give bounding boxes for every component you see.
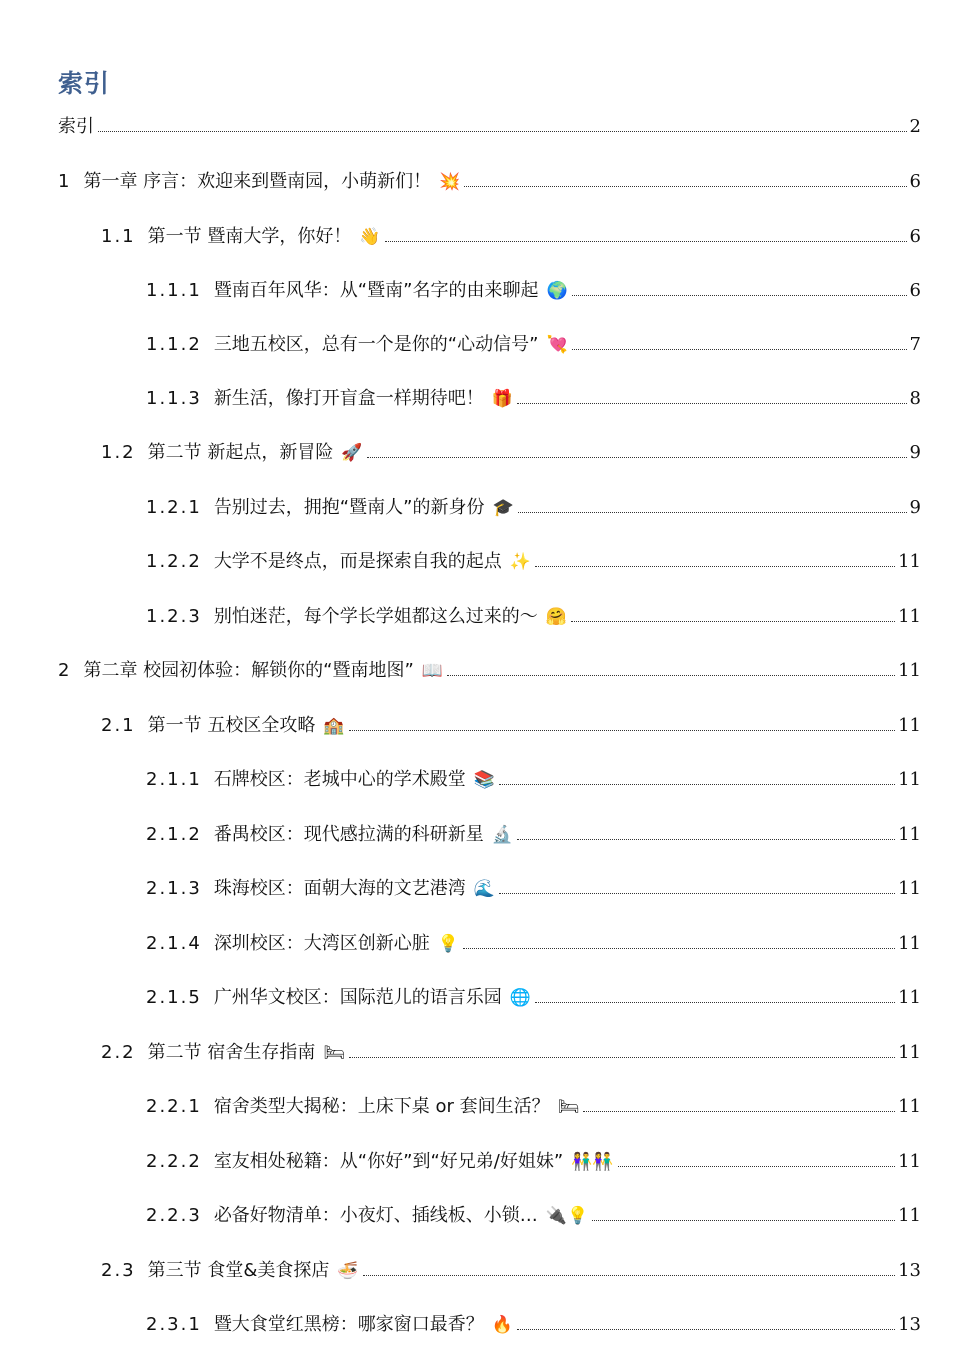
emoji-icon: 🔬 — [491, 825, 513, 845]
toc-entry-number: 2.2 — [101, 1042, 136, 1063]
toc-entry-page-number: 11 — [898, 987, 921, 1008]
toc-entry-title: 广州华文校区：国际范儿的语言乐园 — [213, 987, 502, 1008]
toc-entry[interactable] — [101, 220, 921, 248]
emoji-icon: 💡 — [437, 934, 459, 954]
toc-entry-title: 暨大食堂红黑榜：哪家窗口最香？ — [213, 1314, 484, 1335]
toc-entry-number: 1.2.1 — [146, 497, 202, 518]
toc-entry[interactable] — [146, 763, 921, 791]
toc-entry-title: 别怕迷茫，每个学长学姐都这么过来的～ — [213, 606, 538, 627]
emoji-icon: 🤗 — [545, 607, 567, 627]
toc-entry-number: 2.1.3 — [146, 878, 202, 899]
emoji-icon: 👋 — [359, 227, 381, 247]
dot-leader — [363, 1275, 896, 1276]
toc-entry-number: 2.1.5 — [146, 987, 202, 1008]
toc-entry-page-number: 2 — [909, 116, 921, 137]
toc-entry-page-number: 11 — [898, 933, 921, 954]
toc-entry-title: 番禺校区：现代感拉满的科研新星 — [213, 824, 484, 845]
toc-entry-number: 1.2.3 — [146, 606, 202, 627]
page-heading: 索引 — [58, 69, 111, 98]
toc-entry-number: 2.1.2 — [146, 824, 202, 845]
toc-entry-page-number: 11 — [898, 878, 921, 899]
emoji-icon: 🌐 — [509, 988, 531, 1008]
toc-entry-page-number: 7 — [909, 334, 921, 355]
toc-entry[interactable] — [101, 436, 921, 464]
dot-leader — [447, 675, 895, 676]
toc-entry-page-number: 9 — [909, 497, 921, 518]
toc-entry-number: 1.1.3 — [146, 388, 202, 409]
toc-entry-title: 必备好物清单：小夜灯、插线板、小锁… — [213, 1205, 538, 1226]
toc-entry[interactable] — [58, 654, 921, 682]
dot-leader — [463, 948, 895, 949]
toc-entry-number: 1.2.2 — [146, 551, 202, 572]
toc-entry-number: 2.2.2 — [146, 1151, 202, 1172]
dot-leader — [583, 1111, 895, 1112]
emoji-icon: 🛏 — [323, 1043, 345, 1063]
dot-leader — [499, 784, 895, 785]
toc-entry[interactable] — [101, 709, 921, 737]
toc-entry[interactable] — [146, 981, 921, 1009]
toc-entry[interactable] — [146, 328, 921, 356]
toc-entry-number: 2.2.3 — [146, 1205, 202, 1226]
dot-leader — [98, 131, 907, 132]
toc-entry-page-number: 8 — [909, 388, 921, 409]
toc-entry-title: 索引 — [58, 116, 94, 137]
dot-leader — [518, 512, 907, 513]
toc-entry-page-number: 11 — [898, 1042, 921, 1063]
emoji-icon: 🛏 — [557, 1097, 580, 1117]
dot-leader — [535, 1002, 895, 1003]
toc-entry-page-number: 11 — [898, 660, 921, 681]
toc-entry[interactable] — [146, 818, 921, 846]
emoji-icon: 🏫 — [323, 716, 345, 736]
toc-entry[interactable] — [146, 1090, 921, 1118]
toc-entry-page-number: 13 — [898, 1314, 921, 1335]
toc-entry-page-number: 11 — [898, 606, 921, 627]
toc-entry-title: 第二节 宿舍生存指南 — [147, 1042, 316, 1063]
toc-entry-number: 1.2 — [101, 442, 136, 463]
toc-entry[interactable] — [58, 165, 921, 193]
toc-entry-page-number: 11 — [898, 769, 921, 790]
toc-entry-number: 2.1.4 — [146, 933, 202, 954]
toc-entry-number: 2.1 — [101, 715, 136, 736]
toc-entry-number: 2.1.1 — [146, 769, 202, 790]
toc-entry[interactable] — [146, 274, 921, 302]
toc-entry-title: 告别过去，拥抱“暨南人”的新身份 — [213, 497, 485, 518]
dot-leader — [592, 1220, 895, 1221]
emoji-icon: 🌊 — [473, 879, 495, 899]
emoji-icon: 🚀 — [341, 443, 363, 463]
emoji-icon: 💥 — [439, 172, 461, 192]
toc-entry[interactable] — [146, 1308, 921, 1336]
dot-leader — [517, 1329, 895, 1330]
toc-entry[interactable] — [146, 600, 921, 628]
emoji-icon: 📖 — [421, 661, 443, 681]
emoji-icon: 💘 — [546, 335, 568, 355]
dot-leader — [367, 457, 907, 458]
dot-leader — [349, 1057, 895, 1058]
toc-entry-page-number: 11 — [898, 1096, 921, 1117]
emoji-icon: ✨ — [509, 552, 531, 572]
toc-entry-title: 室友相处秘籍：从“你好”到“好兄弟/好姐妹” — [213, 1151, 564, 1172]
toc-entry[interactable] — [146, 927, 921, 955]
toc-entry[interactable] — [146, 872, 921, 900]
emoji-icon: 🔌💡 — [545, 1206, 589, 1226]
toc-entry-page-number: 11 — [898, 824, 921, 845]
toc-entry-number: 1.1.1 — [146, 280, 202, 301]
emoji-icon: 📚 — [473, 770, 495, 790]
toc-entry-title: 新生活，像打开盲盒一样期待吧！ — [213, 388, 484, 409]
toc-entry[interactable] — [101, 1254, 921, 1282]
emoji-icon: 🎓 — [492, 498, 514, 518]
emoji-icon: 🍜 — [337, 1261, 359, 1281]
toc-entry-number: 1 — [58, 171, 72, 192]
dot-leader — [618, 1166, 896, 1167]
toc-entry[interactable] — [146, 491, 921, 519]
emoji-icon: 👫👫 — [571, 1152, 614, 1172]
dot-leader — [571, 621, 895, 622]
toc-entry-title: 第一节 五校区全攻略 — [147, 715, 316, 736]
toc-entry[interactable] — [146, 1145, 921, 1173]
toc-entry-number: 2 — [58, 660, 72, 681]
toc-entry-page-number: 6 — [909, 171, 921, 192]
toc-entry[interactable] — [146, 382, 921, 410]
toc-entry-title: 珠海校区：面朝大海的文艺港湾 — [213, 878, 466, 899]
toc-entry-number: 2.3 — [101, 1260, 136, 1281]
toc-entry-title: 第一节 暨南大学，你好！ — [147, 226, 352, 247]
dot-leader — [517, 403, 907, 404]
toc-entry-page-number: 11 — [898, 551, 921, 572]
toc-entry-page-number: 11 — [898, 1205, 921, 1226]
toc-entry-title: 第二节 新起点，新冒险 — [147, 442, 334, 463]
toc-entry-page-number: 11 — [898, 1151, 921, 1172]
toc-entry-title: 第三节 食堂&美食探店 — [147, 1260, 330, 1281]
dot-leader — [572, 349, 907, 350]
toc-entry[interactable] — [101, 1036, 921, 1064]
dot-leader — [349, 730, 896, 731]
toc-entry-title: 宿舍类型大揭秘：上床下桌 or 套间生活？ — [213, 1096, 550, 1117]
toc-entry-page-number: 13 — [898, 1260, 921, 1281]
toc-entry-title: 第一章 序言：欢迎来到暨南园，小萌新们！ — [83, 171, 432, 192]
toc-entry-number: 2.3.1 — [146, 1314, 202, 1335]
toc-entry-title: 深圳校区：大湾区创新心脏 — [213, 933, 430, 954]
dot-leader — [499, 893, 895, 894]
toc-entry-number: 1.1 — [101, 226, 136, 247]
toc-entry[interactable] — [146, 1199, 921, 1227]
dot-leader — [464, 186, 906, 187]
toc-entry-page-number: 11 — [898, 715, 921, 736]
toc-entry-number: 2.2.1 — [146, 1096, 202, 1117]
toc-entry-page-number: 9 — [909, 442, 921, 463]
toc-entry[interactable] — [146, 545, 921, 573]
toc-entry-title: 三地五校区，总有一个是你的“心动信号” — [213, 334, 539, 355]
dot-leader — [385, 241, 907, 242]
toc-entry-page-number: 6 — [909, 226, 921, 247]
toc-entry-title: 大学不是终点，而是探索自我的起点 — [213, 551, 502, 572]
toc-entry-title: 第二章 校园初体验：解锁你的“暨南地图” — [83, 660, 414, 681]
dot-leader — [517, 839, 895, 840]
dot-leader — [572, 295, 907, 296]
toc-entry-title: 暨南百年风华：从“暨南”名字的由来聊起 — [213, 280, 539, 301]
toc-entry-page-number: 6 — [909, 280, 921, 301]
dot-leader — [535, 566, 895, 567]
emoji-icon: 🔥 — [491, 1315, 513, 1335]
emoji-icon: 🎁 — [491, 389, 513, 409]
toc-entry[interactable] — [58, 110, 921, 138]
emoji-icon: 🌍 — [546, 281, 568, 301]
toc-entry-number: 1.1.2 — [146, 334, 202, 355]
toc-entry-title: 石牌校区：老城中心的学术殿堂 — [213, 769, 466, 790]
